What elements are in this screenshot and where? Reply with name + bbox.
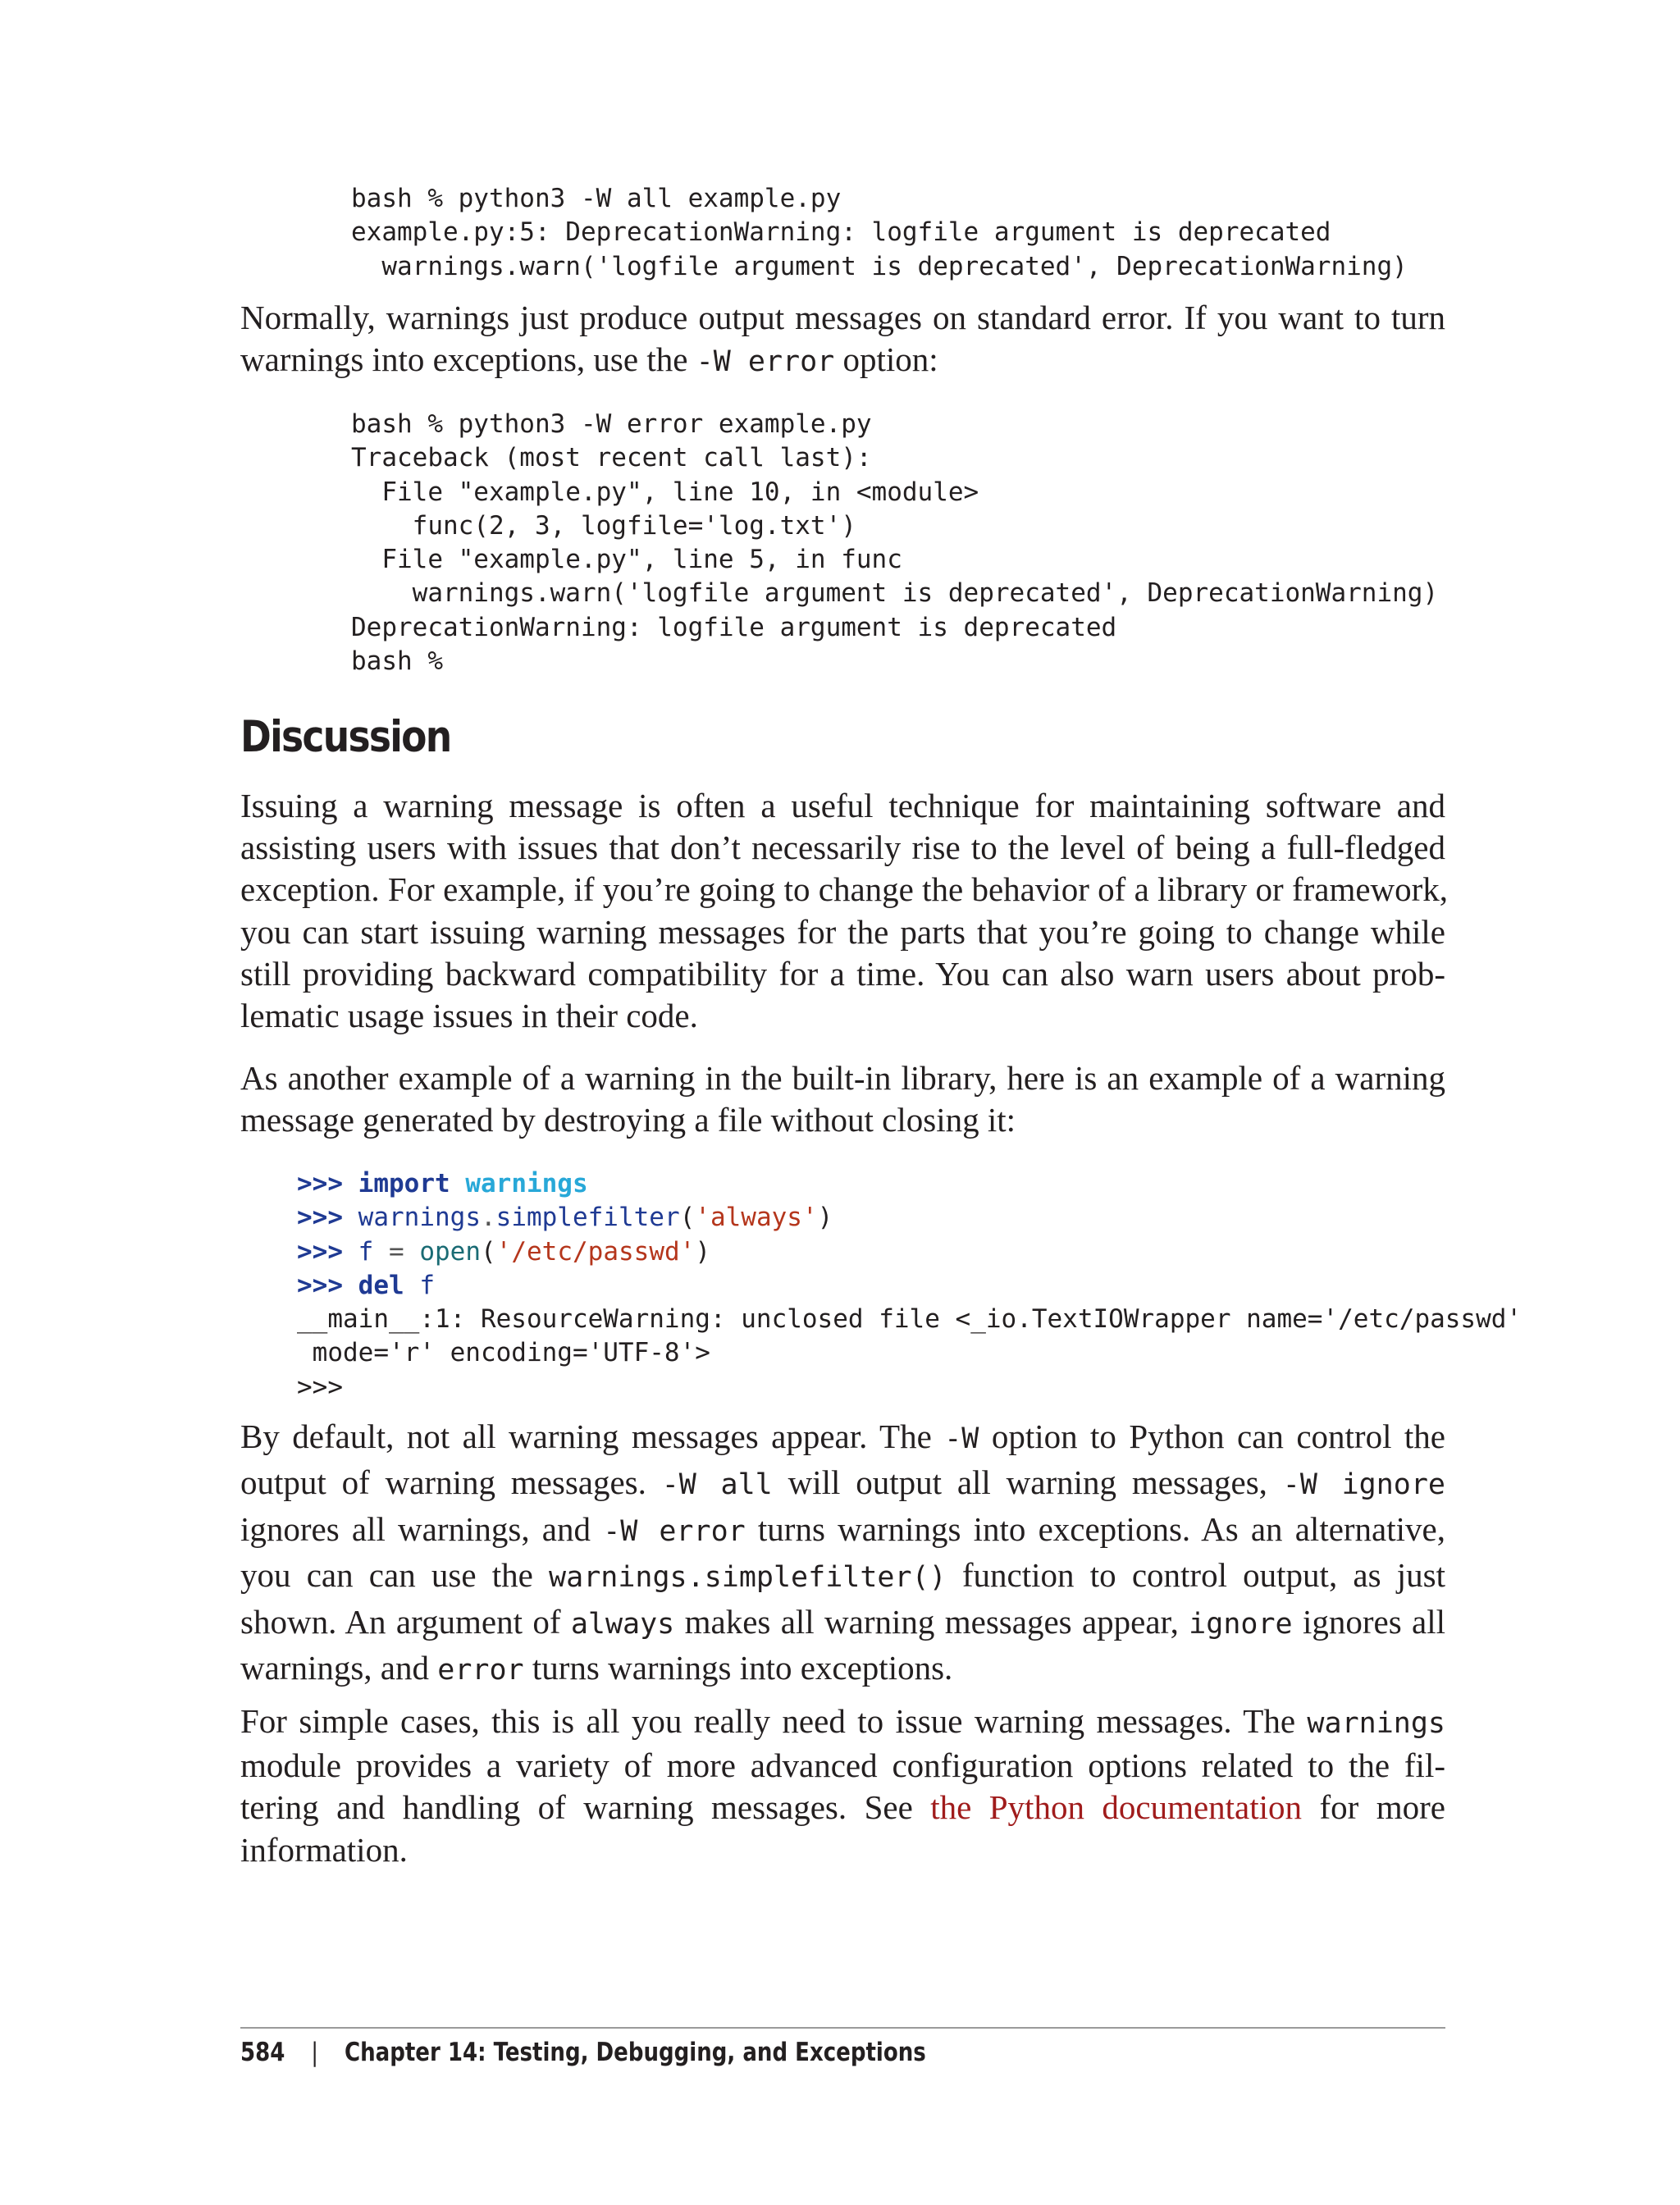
text-run: turns warnings into exceptions. As an alternative,	[745, 1509, 1445, 1548]
paragraph-line: Normally, warnings just produce output messages on standard error. If you want to turn	[240, 299, 1445, 336]
paragraph-line: exception. For example, if you’re going to change the behavior of a library or framework,	[240, 870, 1449, 909]
footer-separator: |	[311, 2038, 319, 2067]
text-run: option:	[834, 340, 938, 379]
text-run: makes all warning messages appear,	[674, 1602, 1189, 1641]
code-line: __main__:1: ResourceWarning: unclosed file <_io.TextIOWrapper name='/etc/passwd'	[297, 1304, 1522, 1335]
page-footer	[240, 2038, 926, 2067]
section-heading: Discussion	[240, 712, 451, 762]
inline-code: always	[570, 1607, 675, 1641]
inline-code: -W all	[661, 1468, 773, 1502]
text-run: tering and handling of warning messages. See	[240, 1788, 931, 1827]
python-docs-link[interactable]: the Python documentation	[930, 1788, 1303, 1827]
paragraph-w-option	[240, 1415, 1445, 1692]
code-line: warnings.warn('logfile argument is deprecated', DeprecationWarning)	[351, 251, 1408, 281]
text-run: shown. An argument of	[240, 1602, 571, 1641]
paragraph-issuing-warnings	[240, 785, 1449, 1037]
paragraph-line: assisting users with issues that don’t necessarily rise to the level of being a full-fledged	[240, 829, 1445, 867]
punctuation: (	[481, 1236, 496, 1267]
text-run: output of warning messages.	[240, 1463, 662, 1502]
builtin-function: open	[419, 1236, 482, 1267]
code-line: bash % python3 -W error example.py	[351, 409, 872, 439]
text-run: option to Python can control the	[979, 1418, 1445, 1455]
paragraph-line: Issuing a warning message is often a useful technique for maintaining software and	[240, 787, 1445, 824]
prompt: >>>	[297, 1236, 343, 1267]
page-number: 584	[240, 2038, 285, 2067]
text-run: function to control output, as just	[946, 1556, 1445, 1595]
paragraph-line: still providing backward compatibility for a time. You can also warn users about prob-	[240, 954, 1445, 993]
text-run: warnings, and	[240, 1649, 438, 1687]
footer-divider	[240, 2027, 1445, 2029]
code-line	[297, 1269, 1522, 1303]
string-literal: 'always'	[695, 1203, 818, 1233]
code-line: >>>	[297, 1372, 343, 1402]
code-line: warnings.warn('logfile argument is deprecated', DeprecationWarning)	[351, 578, 1439, 609]
code-line	[297, 1201, 1522, 1235]
string-literal: '/etc/passwd'	[495, 1236, 696, 1267]
code-block-traceback	[351, 408, 1438, 678]
prompt: >>>	[297, 1203, 343, 1233]
code-line: DeprecationWarning: logfile argument is deprecated	[351, 612, 1117, 642]
paragraph-line: you can start issuing warning messages for the parts that you’re going to change while	[240, 912, 1445, 951]
paragraph-line	[240, 1701, 1445, 1745]
inline-code: ignore	[1189, 1607, 1293, 1641]
paragraph-line: message generated by destroying a file without closing it:	[240, 1101, 1016, 1139]
inline-code: warnings	[1307, 1707, 1445, 1740]
inline-code: error	[437, 1654, 524, 1687]
paragraph-line	[240, 339, 1445, 383]
prompt: >>>	[297, 1270, 343, 1300]
paragraph-line	[240, 1646, 1445, 1692]
module-name: warnings	[465, 1169, 588, 1198]
operator: =	[389, 1236, 404, 1267]
text-run: For simple cases, this is all you really need to issue warning messages. The	[240, 1702, 1308, 1740]
punctuation: )	[695, 1236, 710, 1267]
operator: .	[480, 1203, 496, 1233]
chapter-title: Chapter 14: Testing, Debugging, and Exceptions	[344, 2038, 926, 2067]
code-line: mode='r' encoding='UTF-8'>	[297, 1338, 710, 1368]
paragraph-line	[240, 1508, 1445, 1554]
code-line: bash %	[351, 646, 443, 677]
inline-code: warnings.simplefilter()	[549, 1561, 947, 1595]
paragraph-line	[240, 1554, 1445, 1600]
paragraph-line	[240, 1787, 1445, 1828]
paragraph-line: module provides a variety of more advanced configuration options related to the fil-	[240, 1746, 1445, 1785]
code-line: example.py:5: DeprecationWarning: logfile argument is deprecated	[351, 217, 1331, 248]
text-run: ignores all warnings, and	[240, 1509, 604, 1548]
paragraph-warnings-output	[240, 297, 1445, 383]
identifier: f	[358, 1236, 374, 1267]
identifier: warnings	[358, 1203, 481, 1233]
punctuation: (	[679, 1203, 696, 1233]
inline-code: -W error	[696, 345, 835, 379]
keyword: import	[358, 1169, 450, 1198]
code-line: func(2, 3, logfile='log.txt')	[351, 510, 856, 541]
paragraph-line	[240, 1600, 1445, 1646]
punctuation: )	[817, 1203, 833, 1233]
text-run: for more	[1302, 1788, 1445, 1827]
code-line	[297, 1167, 1522, 1201]
code-line: File "example.py", line 5, in func	[351, 545, 902, 575]
inline-code: -W ignore	[1282, 1468, 1445, 1502]
text-run: will output all warning messages,	[772, 1463, 1283, 1502]
text-run: ignores all	[1292, 1602, 1445, 1641]
paragraph-line	[240, 1415, 1445, 1461]
text-run: warnings into exceptions, use the	[240, 340, 696, 379]
text-run: you can can use the	[240, 1556, 550, 1595]
paragraph-line: As another example of a warning in the built-in library, here is an example of a warning	[240, 1059, 1445, 1097]
text-run: By default, not all warning messages appear. The	[240, 1418, 945, 1455]
paragraph-line: lematic usage issues in their code.	[240, 997, 698, 1035]
paragraph-line: information.	[240, 1830, 408, 1869]
code-line: bash % python3 -W all example.py	[351, 184, 842, 213]
code-line	[297, 1235, 1522, 1269]
paragraph-line	[240, 1461, 1445, 1507]
identifier: f	[419, 1270, 436, 1300]
inline-code: -W	[944, 1422, 979, 1455]
code-line: File "example.py", line 10, in <module>	[351, 477, 979, 507]
code-block-interactive	[297, 1167, 1522, 1404]
keyword: del	[358, 1270, 404, 1300]
prompt: >>>	[297, 1169, 343, 1198]
identifier: simplefilter	[495, 1203, 680, 1233]
code-block-command-all	[351, 182, 1408, 284]
paragraph-builtin-example	[240, 1057, 1445, 1141]
code-line: Traceback (most recent call last):	[351, 443, 872, 473]
inline-code: -W error	[603, 1514, 746, 1548]
text-run: turns warnings into exceptions.	[523, 1649, 953, 1687]
paragraph-simple-cases	[240, 1701, 1445, 1871]
